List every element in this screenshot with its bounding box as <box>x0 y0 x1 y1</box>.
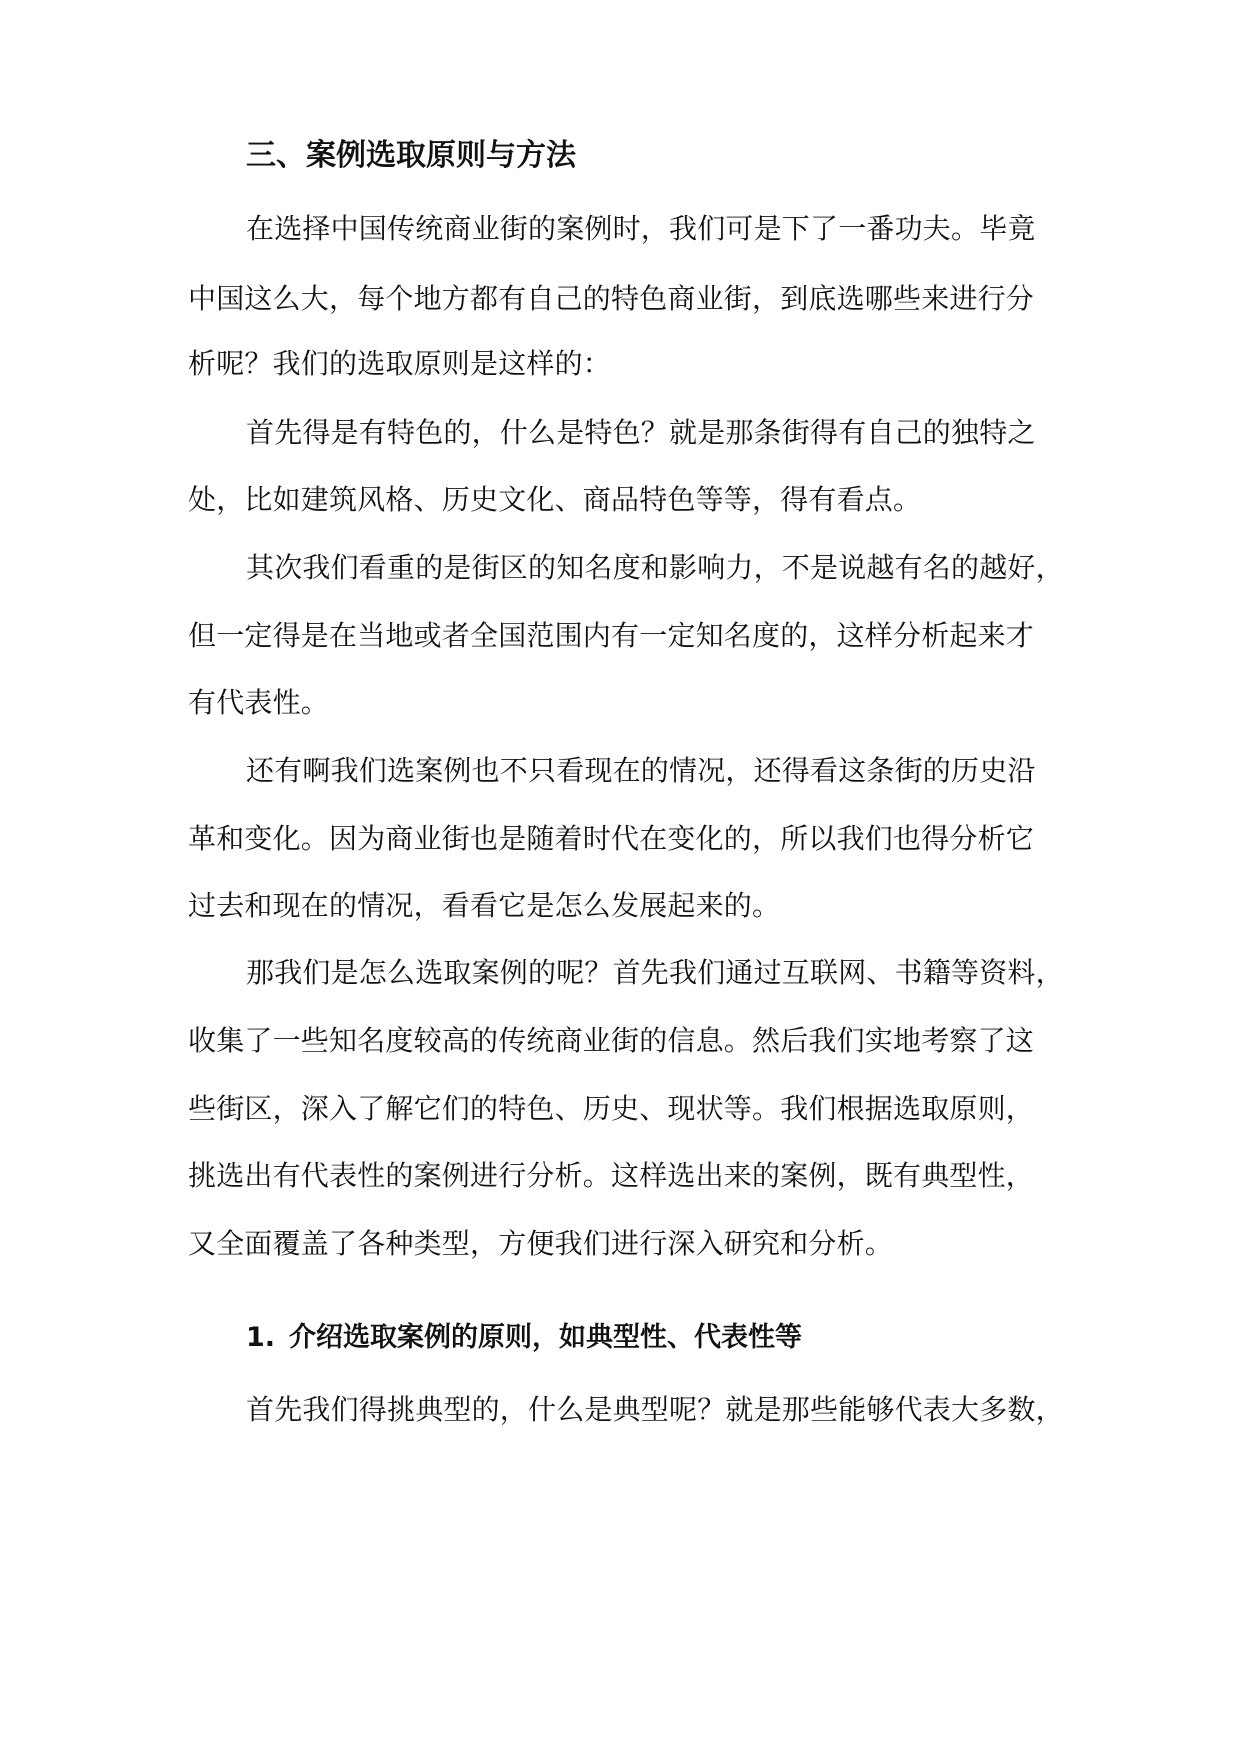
paragraph-2-line-2: 处，比如建筑风格、历史文化、商品特色等等，得有看点。 <box>188 483 922 516</box>
subsection-heading <box>246 1318 802 1358</box>
subsection-title: 介绍选取案例的原则，如典型性、代表性等 <box>289 1322 803 1353</box>
paragraph-5-line-4: 挑选出有代表性的案例进行分析。这样选出来的案例，既有典型性， <box>188 1159 1035 1192</box>
paragraph-5-line-1: 那我们是怎么选取案例的呢？首先我们通过互联网、书籍等资料， <box>246 956 1064 989</box>
paragraph-4-line-3: 过去和现在的情况，看看它是怎么发展起来的。 <box>188 889 781 922</box>
paragraph-3-line-2: 但一定得是在当地或者全国范围内有一定知名度的，这样分析起来才 <box>188 619 1035 652</box>
paragraph-3-line-1: 其次我们看重的是街区的知名度和影响力，不是说越有名的越好， <box>246 551 1064 584</box>
paragraph-6-line-1: 首先我们得挑典型的，什么是典型呢？就是那些能够代表大多数， <box>246 1393 1064 1426</box>
subsection-number: 1. <box>246 1322 276 1353</box>
paragraph-1-line-2: 中国这么大，每个地方都有自己的特色商业街，到底选哪些来进行分 <box>188 282 1035 315</box>
paragraph-5-line-2: 收集了一些知名度较高的传统商业街的信息。然后我们实地考察了这 <box>188 1024 1035 1057</box>
paragraph-1-line-1: 在选择中国传统商业街的案例时，我们可是下了一番功夫。毕竟 <box>246 212 1036 245</box>
paragraph-3-line-3: 有代表性。 <box>188 686 330 719</box>
paragraph-5-line-3: 些街区，深入了解它们的特色、历史、现状等。我们根据选取原则， <box>188 1092 1035 1125</box>
paragraph-2-line-1: 首先得是有特色的，什么是特色？就是那条街得有自己的独特之 <box>246 416 1036 449</box>
paragraph-4-line-2: 革和变化。因为商业街也是随着时代在变化的，所以我们也得分析它 <box>188 822 1035 855</box>
paragraph-5-line-5: 又全面覆盖了各种类型，方便我们进行深入研究和分析。 <box>188 1227 894 1260</box>
paragraph-1-line-3: 析呢？我们的选取原则是这样的： <box>188 347 612 380</box>
paragraph-4-line-1: 还有啊我们选案例也不只看现在的情况，还得看这条街的历史沿 <box>246 754 1036 787</box>
section-heading: 三、案例选取原则与方法 <box>246 138 576 173</box>
